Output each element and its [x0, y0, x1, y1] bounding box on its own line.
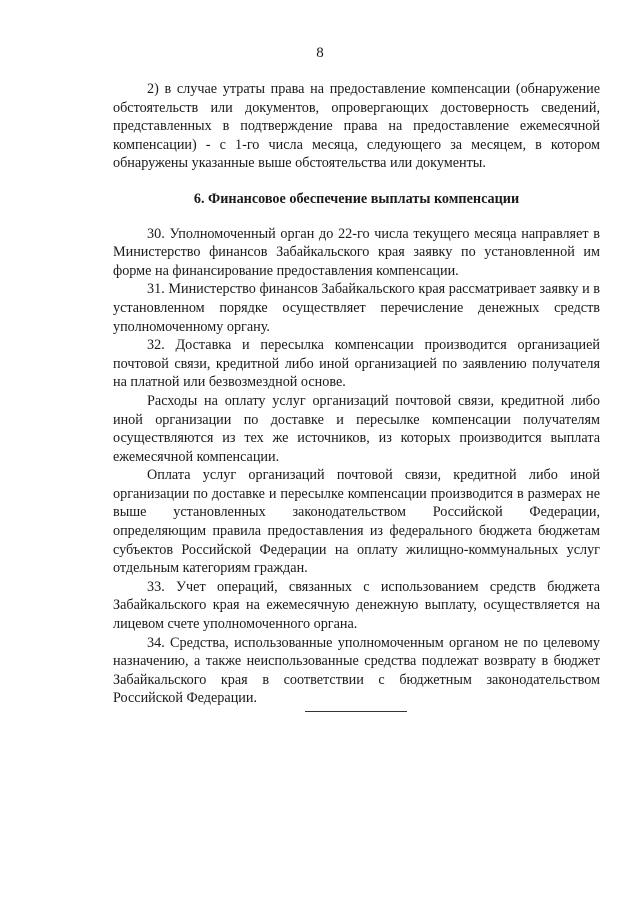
document-body: [113, 80, 600, 708]
paragraph-31: 31. Министерство финансов Забайкальского края рассматривает заявку и в установленном порядке осуществляет перечисление денежных средств уполномоченному органу.: [113, 281, 600, 335]
section-heading: 6. Финансовое обеспечение выплаты компенсации: [193, 190, 520, 207]
paragraph-expenses: Расходы на оплату услуг организаций почтовой связи, кредитной либо иной организации по доставке и пересылке компенсации получателям осуществляются из тех же источников, из которых производится выплата ежемесячной компенсации.: [113, 392, 600, 465]
paragraph-payment-services: Оплата услуг организаций почтовой связи, кредитной либо иной организации по доставке и пересылке компенсации производится в размерах не выше установленных законодательством Российской Федерации, определяющим правила предоставления из федерального бюджета бюджетам субъектов Российской Федерации на оплату жилищно-коммунальных услуг отдельным категориям граждан.: [113, 467, 600, 577]
end-divider: [305, 711, 407, 712]
paragraph-32: 32. Доставка и пересылка компенсации производится организацией почтовой связи, кредитной либо иной организацией по заявлению получателя на платной или безвозмездной основе.: [113, 337, 600, 391]
paragraph-34: 34. Средства, использованные уполномоченным органом не по целевому назначению, а также неиспользованные средства подлежат возврату в бюджет Забайкальского края в соответствии с бюджетным законодательством Российской Федерации.: [113, 634, 600, 707]
paragraph-item-2: 2) в случае утраты права на предоставление компенсации (обнаружение обстоятельств или документов, опровергающих достоверность сведений, представленных в подтверждение права на предоставление ежемесячной компенсации) - с 1-го числа месяца, следующего за месяцем, в котором обнаружены указанные выше обстоятельства или документы.: [113, 81, 600, 172]
paragraph-33: 33. Учет операций, связанных с использованием средств бюджета Забайкальского края на ежемесячную денежную выплату, осуществляется на лицевом счете уполномоченного органа.: [113, 578, 600, 633]
paragraph-30: 30. Уполномоченный орган до 22-го числа текущего месяца направляет в Министерство финансов Забайкальского края заявку по установленной им форме на финансирование предоставления компенсации.: [113, 225, 600, 279]
page-number: 8: [316, 45, 324, 61]
